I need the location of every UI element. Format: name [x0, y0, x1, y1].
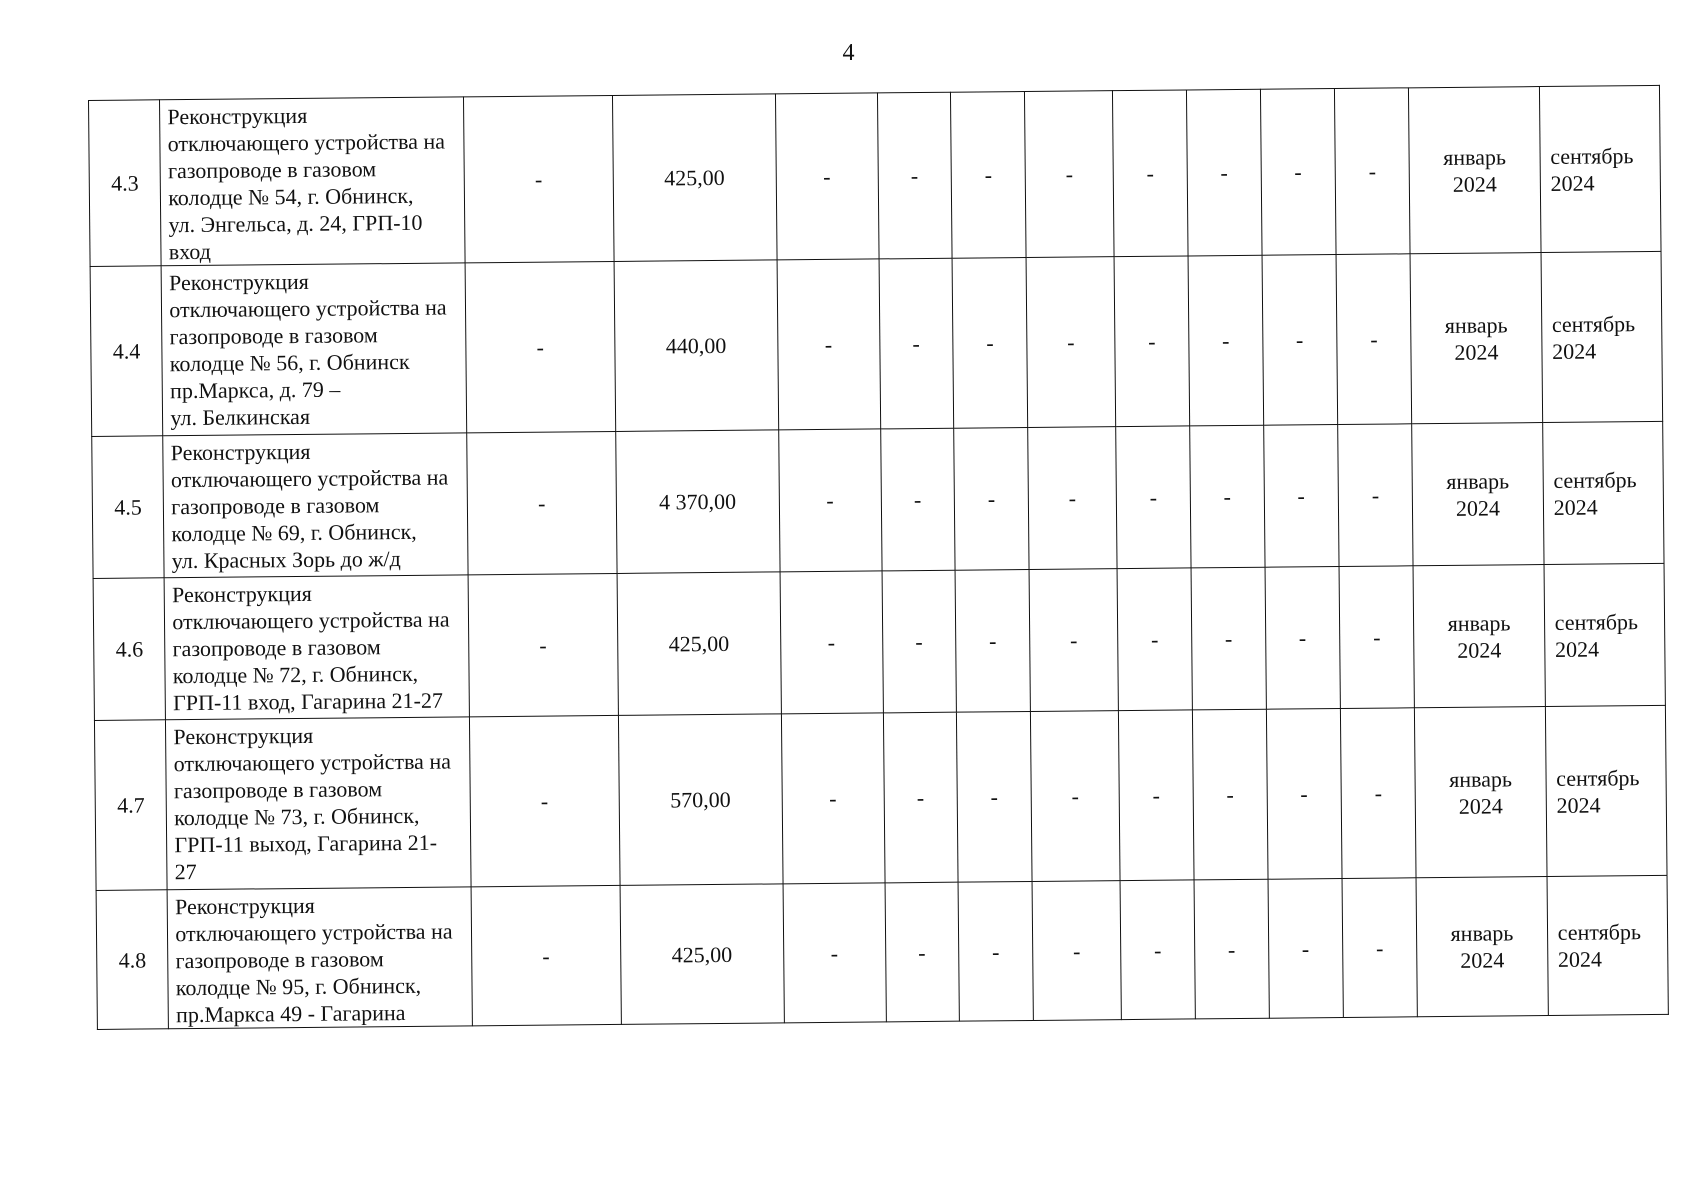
description-line: ул. Красных Зорь до ж/д	[171, 546, 401, 574]
start-date-cell	[1413, 565, 1545, 708]
dash-cell: -	[885, 882, 960, 1022]
amount-cell: 425,00	[617, 572, 781, 716]
dash-cell: -	[958, 881, 1034, 1021]
dash-cell: -	[1117, 568, 1193, 711]
start-year: 2024	[1460, 947, 1505, 973]
description-cell	[160, 97, 465, 266]
start-year: 2024	[1457, 636, 1502, 663]
dash-cell: -	[1031, 711, 1120, 882]
start-month: январь	[1450, 920, 1514, 946]
start-year: 2024	[1455, 494, 1501, 521]
start-year: 2024	[1452, 170, 1497, 197]
description-cell	[166, 717, 471, 890]
dash-cell: -	[783, 883, 886, 1023]
dash-cell: -	[1032, 881, 1121, 1021]
description-line: отключающего устройства на	[175, 918, 453, 947]
description-cell	[164, 575, 469, 720]
dash-cell: -	[1193, 709, 1268, 880]
description-line: ГРП-11 вход, Гагарина 21-27	[172, 687, 444, 716]
row-number-cell: 4.6	[93, 578, 166, 721]
end-date-cell	[1547, 875, 1669, 1015]
description-line: колодце № 72, г. Обнинск,	[172, 660, 419, 689]
end-month: сентябрь	[1554, 608, 1639, 635]
end-date-cell	[1541, 251, 1663, 422]
dash-cell: -	[778, 429, 881, 572]
description-line: Реконструкция	[170, 438, 311, 466]
description-cell	[167, 887, 472, 1029]
dash-cell: -	[955, 569, 1031, 712]
dash-cell: -	[954, 427, 1030, 570]
start-month: январь	[1447, 609, 1511, 636]
description-line: Реконструкция	[168, 268, 309, 296]
page-number: 4	[842, 40, 855, 66]
dash-cell: -	[1116, 426, 1192, 569]
column-3-cell: -	[463, 95, 613, 262]
end-year: 2024	[1557, 946, 1603, 972]
description-line: газопроводе в газовом	[171, 492, 380, 520]
description-line: отключающего устройства на	[170, 464, 449, 493]
description-line: колодце № 73, г. Обнинск,	[174, 802, 420, 831]
dash-cell: -	[1029, 569, 1118, 712]
table-row	[94, 705, 1667, 890]
description-line: 27	[174, 858, 197, 885]
dash-cell: -	[1191, 567, 1266, 710]
dash-cell: -	[1260, 89, 1336, 256]
table-container	[88, 85, 1669, 1030]
column-3-cell: -	[465, 261, 615, 432]
dash-cell: -	[1188, 255, 1263, 426]
description-line: Реконструкция	[173, 722, 314, 750]
amount-cell: 425,00	[612, 94, 777, 262]
column-3-cell: -	[471, 885, 621, 1025]
table-body	[89, 85, 1669, 1029]
dash-cell: -	[950, 92, 1026, 259]
description-line: вход	[168, 238, 212, 265]
dash-cell: -	[956, 711, 1032, 882]
column-3-cell: -	[467, 431, 617, 574]
dash-cell: -	[883, 712, 958, 883]
dash-cell: -	[777, 259, 881, 430]
dash-cell: -	[1340, 708, 1416, 879]
dash-cell: -	[877, 92, 952, 259]
end-date-cell	[1545, 705, 1667, 876]
table-row	[92, 421, 1664, 578]
end-year: 2024	[1552, 338, 1597, 364]
end-month: сентябрь	[1553, 466, 1637, 493]
description-line: отключающего устройства на	[172, 606, 450, 635]
description-line: ул. Энгельса, д. 24, ГРП-10	[168, 209, 423, 238]
description-line: газопроводе в газовом	[173, 776, 383, 804]
dash-cell: -	[1338, 424, 1414, 567]
start-month: январь	[1443, 143, 1507, 170]
dash-cell: -	[1025, 91, 1114, 258]
end-month: сентябрь	[1557, 919, 1642, 945]
row-number-cell: 4.8	[96, 890, 169, 1030]
dash-cell: -	[780, 571, 883, 714]
end-year: 2024	[1553, 494, 1598, 520]
row-number-cell: 4.3	[89, 100, 162, 267]
table-row	[96, 875, 1668, 1029]
description-line: газопроводе в газовом	[167, 156, 377, 184]
dash-cell: -	[1342, 878, 1418, 1018]
description-line: колодце № 69, г. Обнинск,	[171, 518, 417, 547]
description-line: газопроводе в газовом	[175, 946, 384, 974]
end-year: 2024	[1550, 170, 1595, 196]
description-line: отключающего устройства на	[169, 294, 447, 323]
description-line: газопроводе в газовом	[169, 322, 378, 350]
start-year: 2024	[1458, 792, 1503, 819]
end-date-cell	[1539, 85, 1661, 252]
row-number-cell: 4.5	[92, 436, 165, 579]
description-line: колодце № 54, г. Обнинск,	[168, 182, 414, 211]
dash-cell: -	[1339, 566, 1415, 709]
description-line: газопроводе в газовом	[172, 634, 381, 662]
start-date-cell	[1412, 423, 1544, 566]
description-line: пр.Маркса 49 - Гагарина	[175, 999, 406, 1028]
row-number-cell: 4.4	[90, 266, 163, 437]
start-date-cell	[1415, 707, 1547, 878]
end-date-cell	[1544, 563, 1666, 706]
description-line: Реконструкция	[174, 892, 315, 920]
description-cell	[163, 433, 468, 578]
dash-cell: -	[952, 258, 1028, 429]
row-number-cell: 4.7	[94, 720, 167, 891]
dash-cell: -	[1187, 89, 1262, 256]
dash-cell: -	[1265, 567, 1341, 710]
dash-cell: -	[1118, 710, 1194, 881]
end-month: сентябрь	[1556, 764, 1640, 791]
description-cell	[161, 263, 466, 436]
table-row	[93, 563, 1665, 720]
column-3-cell: -	[469, 715, 619, 886]
column-3-cell: -	[468, 573, 618, 716]
end-month: сентябрь	[1550, 142, 1634, 169]
end-year: 2024	[1554, 636, 1600, 662]
amount-cell: 4 370,00	[615, 430, 779, 574]
reconstruction-table	[88, 85, 1669, 1030]
start-year: 2024	[1454, 338, 1499, 365]
description-line: отключающего устройства на	[173, 748, 452, 777]
start-date-cell	[1410, 253, 1542, 424]
description-line: отключающего устройства на	[167, 128, 446, 157]
start-date-cell	[1416, 877, 1548, 1017]
dash-cell: -	[1190, 425, 1265, 568]
dash-cell: -	[775, 93, 878, 260]
dash-cell: -	[1334, 88, 1410, 255]
end-year: 2024	[1556, 792, 1601, 818]
description-line: ул. Белкинская	[170, 403, 311, 431]
dash-cell: -	[1194, 879, 1269, 1019]
dash-cell: -	[1112, 90, 1188, 257]
description-line: пр.Маркса, д. 79 –	[169, 376, 341, 404]
dash-cell: -	[781, 713, 885, 884]
dash-cell: -	[882, 570, 957, 713]
dash-cell: -	[1268, 878, 1344, 1018]
dash-cell: -	[1026, 257, 1115, 428]
start-month: январь	[1444, 311, 1508, 338]
dash-cell: -	[1336, 254, 1412, 425]
start-month: январь	[1449, 765, 1513, 792]
end-date-cell	[1542, 421, 1664, 564]
dash-cell: -	[879, 258, 954, 429]
dash-cell: -	[1114, 256, 1190, 427]
table-row	[90, 251, 1663, 436]
start-date-cell	[1409, 87, 1541, 254]
table-row	[89, 85, 1662, 266]
dash-cell: -	[1120, 880, 1196, 1020]
end-month: сентябрь	[1551, 310, 1636, 337]
dash-cell: -	[1266, 709, 1342, 880]
description-line: ГРП-11 выход, Гагарина 21-	[174, 829, 438, 858]
dash-cell: -	[1028, 427, 1117, 570]
description-line: Реконструкция	[171, 580, 312, 608]
amount-cell: 570,00	[618, 714, 783, 886]
amount-cell: 440,00	[614, 260, 779, 432]
dash-cell: -	[880, 428, 955, 571]
description-line: колодце № 56, г. Обнинск	[169, 348, 410, 377]
description-line: колодце № 95, г. Обнинск,	[175, 972, 422, 1001]
dash-cell: -	[1262, 255, 1338, 426]
start-month: январь	[1446, 467, 1510, 494]
description-line: Реконструкция	[167, 102, 308, 130]
amount-cell: 425,00	[620, 884, 784, 1025]
dash-cell: -	[1263, 425, 1339, 568]
